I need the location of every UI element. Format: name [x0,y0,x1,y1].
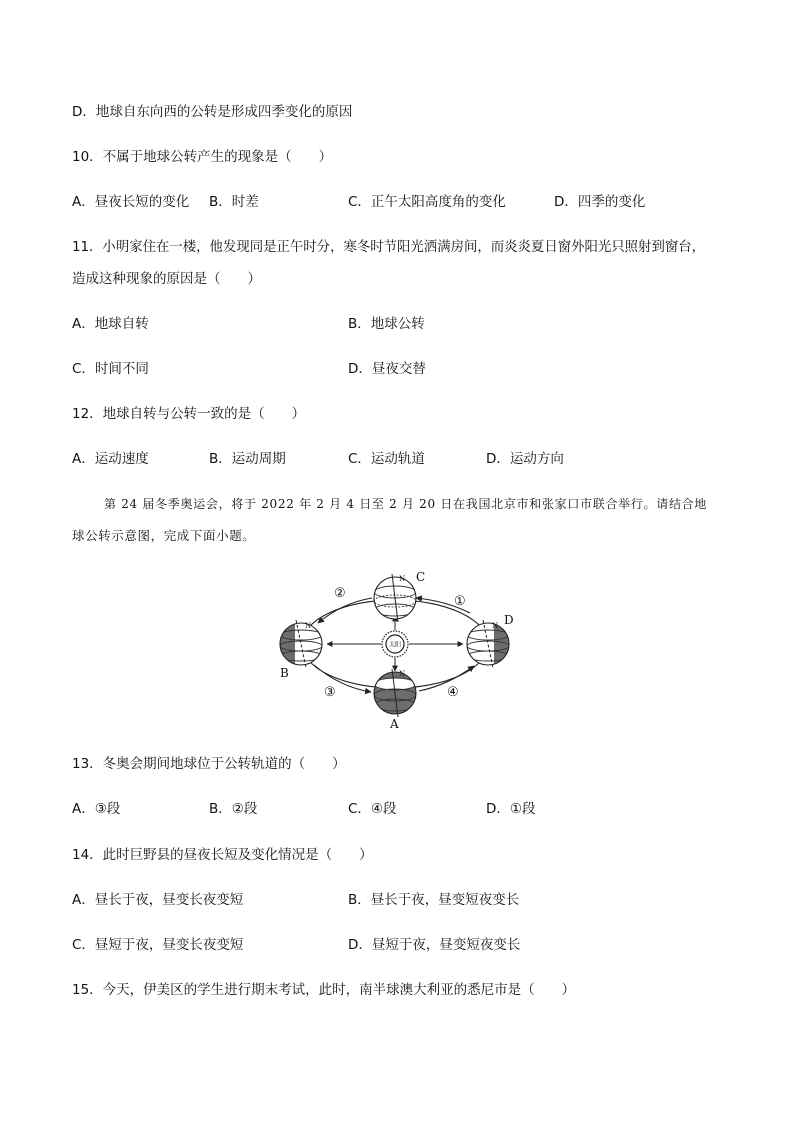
q14-stem: 14．此时巨野县的昼夜长短及变化情况是（ ） [72,847,373,863]
q11-option-a: A．地球自转 [72,316,149,332]
earth-position-c [374,574,416,622]
q11-stem-line2: 造成这种现象的原因是（ ） [72,271,261,287]
q14-option-b: B．昼长于夜，昼变短夜变长 [348,892,520,908]
arrow-segment-3 [314,665,371,692]
earth-position-b [280,620,322,668]
q15-stem: 15．今天，伊美区的学生进行期末考试，此时，南半球澳大利亚的悉尼市是（ ） [72,982,576,998]
q13-option-d: D．①段 [486,801,536,817]
segment-label-3: ③ [324,685,336,700]
position-label-a: A [390,717,399,731]
earth-position-a [374,669,416,717]
q13-option-a: A．③段 [72,801,121,817]
segment-label-4: ④ [447,685,459,700]
position-label-c: C [416,570,426,584]
material-intro-line2: 球公转示意图，完成下面小题。 [72,528,256,543]
q14-option-a: A．昼长于夜，昼变长夜变短 [72,892,244,908]
pole-label-b: N [305,622,312,630]
arrow-segment-2 [318,598,372,623]
position-label-b: B [280,666,289,680]
q9-option-d: D．地球自东向西的公转是形成四季变化的原因 [72,104,353,120]
q12-option-d: D．运动方向 [486,451,564,467]
q10-option-b: B．时差 [209,194,259,210]
q12-stem: 12．地球自转与公转一致的是（ ） [72,406,306,422]
q12-option-c: C．运动轨道 [348,451,425,467]
q11-option-b: B．地球公转 [348,316,425,332]
q10-option-c: C．正午太阳高度角的变化 [348,194,506,210]
q10-option-a: A．昼夜长短的变化 [72,194,190,210]
earth-position-d [467,620,509,668]
pole-label-a: N [399,670,406,678]
pole-label-d: N [492,622,499,630]
q13-option-b: B．②段 [209,801,258,817]
q13-stem: 13．冬奥会期间地球位于公转轨道的（ ） [72,756,346,772]
segment-label-1: ① [454,594,466,609]
q11-stem-line1: 11．小明家住在一楼，他发现同是正午时分，寒冬时节阳光洒满房间，而炎炎夏日窗外阳光只照射到窗台， [72,240,706,255]
q11-option-d: D．昼夜交替 [348,361,426,377]
q10-option-d: D．四季的变化 [554,194,646,210]
segment-label-2: ② [334,586,346,601]
q12-option-b: B．运动周期 [209,451,286,467]
q12-option-a: A．运动速度 [72,451,149,467]
sun-icon [382,631,408,657]
pole-label-c: N [399,575,406,583]
orbit-diagram [270,565,530,735]
sun-label: 太阳 [388,641,402,649]
position-label-d: D [504,613,514,627]
q14-option-c: C．昼短于夜，昼变长夜变短 [72,937,244,953]
q11-option-c: C．时间不同 [72,361,149,377]
material-intro-line1: 第 24 届冬季奥运会，将于 2022 年 2 月 4 日至 2 月 20 日在我国北京市和张家口市联合举行。请结合地 [104,497,708,511]
q10-stem: 10．不属于地球公转产生的现象是（ ） [72,149,333,165]
q13-option-c: C．④段 [348,801,397,817]
q14-option-d: D．昼短于夜，昼变短夜变长 [348,937,521,953]
